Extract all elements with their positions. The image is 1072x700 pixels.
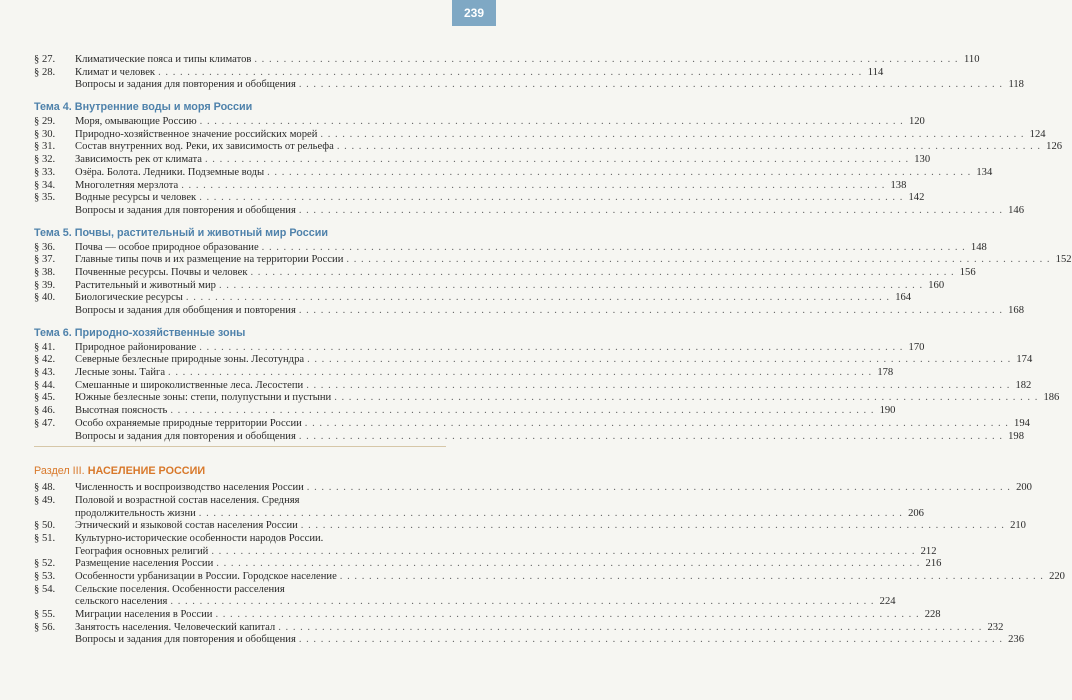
topic-block bbox=[34, 241, 1072, 318]
toc-row bbox=[34, 54, 980, 67]
paragraph-number: § 54. bbox=[34, 583, 56, 595]
leader-dots bbox=[320, 129, 1024, 142]
leader-dots bbox=[170, 405, 874, 418]
page-ref: 142 bbox=[908, 192, 925, 204]
toc-block-climate bbox=[34, 54, 1024, 92]
paragraph-title: Южные безлесные зоны: степи, полупустыни и пустыни bbox=[75, 392, 332, 404]
paragraph-title: сельского населения bbox=[75, 596, 168, 608]
leader-dots bbox=[307, 354, 1011, 367]
page-ref: 236 bbox=[1008, 634, 1024, 646]
page-ref: 114 bbox=[867, 66, 884, 78]
toc-row bbox=[34, 279, 945, 293]
paragraph-title: Сельские поселения. Особенности расселения bbox=[75, 583, 285, 595]
topic-heading: Тема 6. Природно-хозяйственные зоны bbox=[34, 326, 246, 339]
leader-dots bbox=[205, 154, 909, 167]
toc-row bbox=[34, 166, 993, 180]
paragraph-number: § 30. bbox=[34, 128, 56, 140]
leader-dots bbox=[181, 180, 885, 193]
toc-row bbox=[34, 571, 1065, 584]
toc-row bbox=[34, 417, 1030, 431]
section-label: Раздел III. bbox=[34, 465, 85, 478]
leader-dots bbox=[211, 546, 915, 559]
leader-dots bbox=[299, 205, 1003, 218]
paragraph-title: Этнический и языковой состав населения России bbox=[75, 520, 298, 532]
leader-dots bbox=[170, 596, 874, 609]
paragraph-title: продолжительность жизни bbox=[75, 507, 196, 519]
toc-row-continuation bbox=[34, 545, 937, 559]
toc-row bbox=[34, 305, 1024, 318]
leader-dots bbox=[340, 571, 1044, 584]
paragraph-title: Водные ресурсы и человек bbox=[75, 192, 197, 204]
page-ref: 186 bbox=[1043, 392, 1060, 404]
toc-row bbox=[34, 520, 1026, 533]
paragraph-title: Природно-хозяйственное значение российских морей bbox=[75, 128, 318, 140]
paragraph-title: Растительный и животный мир bbox=[75, 279, 216, 291]
paragraph-title: Северные безлесные природные зоны. Лесотундра bbox=[75, 354, 305, 366]
toc-row bbox=[34, 621, 1004, 635]
leader-dots bbox=[186, 292, 890, 305]
page-ref: 224 bbox=[879, 596, 896, 608]
paragraph-title: Половой и возрастной состав населения. Средняя bbox=[75, 494, 300, 506]
paragraph-title: Почва — особое природное образование bbox=[75, 241, 259, 253]
page-ref: 156 bbox=[959, 266, 976, 278]
page-ref: 118 bbox=[1008, 79, 1024, 91]
page-ref: 200 bbox=[1016, 482, 1032, 494]
paragraph-number: § 27. bbox=[34, 54, 56, 65]
paragraph-number: § 44. bbox=[34, 379, 56, 391]
leader-dots bbox=[337, 141, 1041, 154]
topic-heading: Тема 4. Внутренние воды и моря России bbox=[34, 101, 253, 114]
paragraph-number: § 38. bbox=[34, 266, 56, 278]
section-heading bbox=[34, 463, 446, 479]
page-ref: 210 bbox=[1010, 520, 1026, 532]
paragraph-title: Биологические ресурсы bbox=[75, 292, 183, 304]
leader-dots bbox=[199, 508, 903, 521]
paragraph-number: § 37. bbox=[34, 254, 56, 266]
toc-row bbox=[34, 634, 1024, 647]
toc-row bbox=[34, 141, 1063, 154]
leader-dots bbox=[267, 167, 971, 180]
page-ref: 206 bbox=[908, 507, 924, 519]
paragraph-title: Вопросы и задания для обобщения и повторения bbox=[75, 305, 296, 316]
page-ref: 164 bbox=[895, 292, 912, 304]
page-ref: 178 bbox=[877, 367, 894, 379]
leader-dots bbox=[346, 254, 1050, 267]
page-ref: 146 bbox=[1008, 204, 1024, 216]
paragraph-title: Занятость населения. Человеческий капитал bbox=[75, 621, 276, 633]
leader-dots bbox=[278, 622, 982, 635]
topic-block bbox=[34, 116, 1063, 218]
page-ref: 194 bbox=[1014, 417, 1030, 429]
paragraph-title: Вопросы и задания для повторения и обобщения bbox=[75, 204, 296, 216]
page-ref: 110 bbox=[964, 54, 980, 65]
page-ref: 220 bbox=[1049, 571, 1065, 582]
toc-row bbox=[34, 241, 987, 255]
page-ref: 216 bbox=[925, 558, 942, 570]
leader-dots bbox=[215, 609, 919, 622]
toc-row bbox=[34, 392, 1060, 405]
paragraph-number: § 48. bbox=[34, 482, 56, 494]
page-ref: 232 bbox=[987, 621, 1004, 633]
paragraph-number: § 56. bbox=[34, 621, 56, 633]
toc-row bbox=[34, 495, 446, 508]
toc-row bbox=[34, 609, 941, 622]
paragraph-title: География основных религий bbox=[75, 545, 209, 557]
paragraph-title: Почвенные ресурсы. Почвы и человек bbox=[75, 266, 248, 278]
topic-block bbox=[34, 341, 1060, 444]
section-block bbox=[34, 482, 1065, 647]
paragraph-number: § 39. bbox=[34, 279, 56, 291]
page-ref: 120 bbox=[908, 116, 925, 128]
toc-row bbox=[34, 533, 446, 546]
paragraph-title: Моря, омывающие Россию bbox=[75, 116, 197, 128]
toc-row bbox=[34, 154, 931, 167]
section-divider bbox=[34, 446, 446, 447]
paragraph-title: Культурно-исторические особенности народов России. bbox=[75, 532, 324, 544]
toc-row bbox=[34, 558, 942, 571]
leader-dots bbox=[250, 267, 954, 280]
paragraph-number: § 42. bbox=[34, 354, 56, 366]
paragraph-title: Вопросы и задания для повторения и обобщения bbox=[75, 634, 296, 646]
page-ref: 130 bbox=[914, 154, 931, 166]
paragraph-title: Многолетняя мерзлота bbox=[75, 179, 179, 191]
page-ref: 134 bbox=[976, 166, 993, 178]
toc-row-continuation bbox=[34, 596, 896, 609]
toc-row bbox=[34, 192, 925, 205]
page-ref: 138 bbox=[890, 179, 907, 191]
paragraph-title: Численность и воспроизводство населения России bbox=[75, 482, 304, 494]
toc-row bbox=[34, 116, 925, 129]
leader-dots bbox=[301, 520, 1005, 533]
page-ref: 212 bbox=[920, 545, 937, 557]
paragraph-title: Особенности урбанизации в России. Городское население bbox=[75, 571, 337, 582]
toc-row bbox=[34, 379, 1032, 393]
page-ref: 174 bbox=[1016, 354, 1033, 366]
topic-heading: Тема 5. Почвы, растительный и животный мир России bbox=[34, 226, 328, 239]
toc-row bbox=[34, 367, 894, 380]
paragraph-title: Главные типы почв и их размещение на территории России bbox=[75, 254, 344, 266]
leader-dots bbox=[307, 482, 1011, 495]
leader-dots bbox=[299, 431, 1003, 444]
paragraph-number: § 31. bbox=[34, 141, 56, 153]
paragraph-number: § 53. bbox=[34, 571, 56, 582]
section-name: НАСЕЛЕНИЕ РОССИИ bbox=[87, 465, 206, 478]
page-ref: 124 bbox=[1029, 128, 1046, 140]
paragraph-title: Особо охраняемые природные территории России bbox=[75, 417, 302, 429]
leader-dots bbox=[199, 192, 903, 205]
paragraph-title: Климат и человек bbox=[75, 66, 156, 78]
paragraph-title: Вопросы и задания для повторения и обобщения bbox=[75, 430, 296, 442]
page-ref: 198 bbox=[1008, 430, 1024, 442]
leader-dots bbox=[334, 392, 1038, 405]
paragraph-number: § 28. bbox=[34, 66, 56, 78]
paragraph-title: Состав внутренних вод. Реки, их зависимость от рельефа bbox=[75, 141, 334, 153]
page-ref: 190 bbox=[879, 405, 896, 417]
paragraph-number: § 32. bbox=[34, 154, 56, 166]
paragraph-title: Озёра. Болота. Ледники. Подземные воды bbox=[75, 166, 265, 178]
toc-row bbox=[34, 128, 1046, 142]
leader-dots bbox=[299, 305, 1003, 318]
toc-row bbox=[34, 405, 896, 418]
leader-dots bbox=[158, 67, 862, 80]
page-ref: 152 bbox=[1055, 254, 1072, 266]
paragraph-title: Вопросы и задания для повторения и обобщения bbox=[75, 79, 296, 91]
paragraph-title: Смешанные и широколиственные леса. Лесостепи bbox=[75, 379, 304, 391]
paragraph-number: § 45. bbox=[34, 392, 56, 404]
leader-dots bbox=[168, 367, 872, 380]
paragraph-number: § 34. bbox=[34, 179, 56, 191]
table-of-contents bbox=[34, 54, 1072, 647]
paragraph-title: Природное районирование bbox=[75, 341, 197, 353]
leader-dots bbox=[306, 380, 1010, 393]
paragraph-number: § 51. bbox=[34, 532, 56, 544]
paragraph-title: Лесные зоны. Тайга bbox=[75, 367, 166, 379]
paragraph-title: Высотная поясность bbox=[75, 405, 168, 417]
toc-row bbox=[34, 266, 976, 280]
paragraph-number: § 43. bbox=[34, 367, 56, 379]
paragraph-number: § 36. bbox=[34, 241, 56, 253]
page-ref: 168 bbox=[1008, 305, 1024, 316]
paragraph-number: § 40. bbox=[34, 292, 56, 304]
paragraph-title: Миграции населения в России bbox=[75, 609, 213, 621]
toc-row bbox=[34, 79, 1024, 92]
page-ref: 228 bbox=[924, 609, 941, 621]
paragraph-number: § 33. bbox=[34, 166, 56, 178]
paragraph-title: Зависимость рек от климата bbox=[75, 154, 202, 166]
page-ref: 126 bbox=[1046, 141, 1063, 153]
toc-row bbox=[34, 254, 1072, 267]
leader-dots bbox=[219, 280, 923, 293]
toc-row bbox=[34, 430, 1024, 444]
page-ref: 182 bbox=[1015, 379, 1032, 391]
paragraph-number: § 52. bbox=[34, 558, 56, 570]
page-ref: 170 bbox=[908, 341, 925, 353]
toc-row bbox=[34, 584, 446, 597]
toc-row bbox=[34, 179, 907, 193]
leader-dots bbox=[299, 79, 1003, 92]
leader-dots bbox=[216, 558, 920, 571]
paragraph-number: § 55. bbox=[34, 609, 56, 621]
paragraph-number: § 49. bbox=[34, 494, 56, 506]
paragraph-title: Климатические пояса и типы климатов bbox=[75, 54, 252, 65]
toc-row bbox=[34, 292, 912, 305]
leader-dots bbox=[199, 342, 903, 355]
toc-row bbox=[34, 354, 1033, 367]
toc-row bbox=[34, 482, 1032, 495]
paragraph-title: Размещение населения России bbox=[75, 558, 214, 570]
paragraph-number: § 50. bbox=[34, 520, 56, 532]
page-ref: 148 bbox=[970, 241, 987, 253]
paragraph-number: § 29. bbox=[34, 116, 56, 128]
paragraph-number: § 47. bbox=[34, 417, 56, 429]
paragraph-number: § 46. bbox=[34, 405, 56, 417]
toc-row bbox=[34, 204, 1024, 218]
leader-dots bbox=[299, 634, 1003, 647]
leader-dots bbox=[200, 116, 904, 129]
toc-row bbox=[34, 66, 884, 80]
leader-dots bbox=[262, 242, 966, 255]
toc-row bbox=[34, 341, 925, 355]
leader-dots bbox=[254, 54, 958, 67]
paragraph-number: § 35. bbox=[34, 192, 56, 204]
toc-row-continuation bbox=[34, 507, 924, 521]
paragraph-number: § 41. bbox=[34, 341, 56, 353]
page-ref: 160 bbox=[928, 279, 945, 291]
leader-dots bbox=[305, 418, 1009, 431]
page-number: 239 bbox=[452, 0, 496, 26]
